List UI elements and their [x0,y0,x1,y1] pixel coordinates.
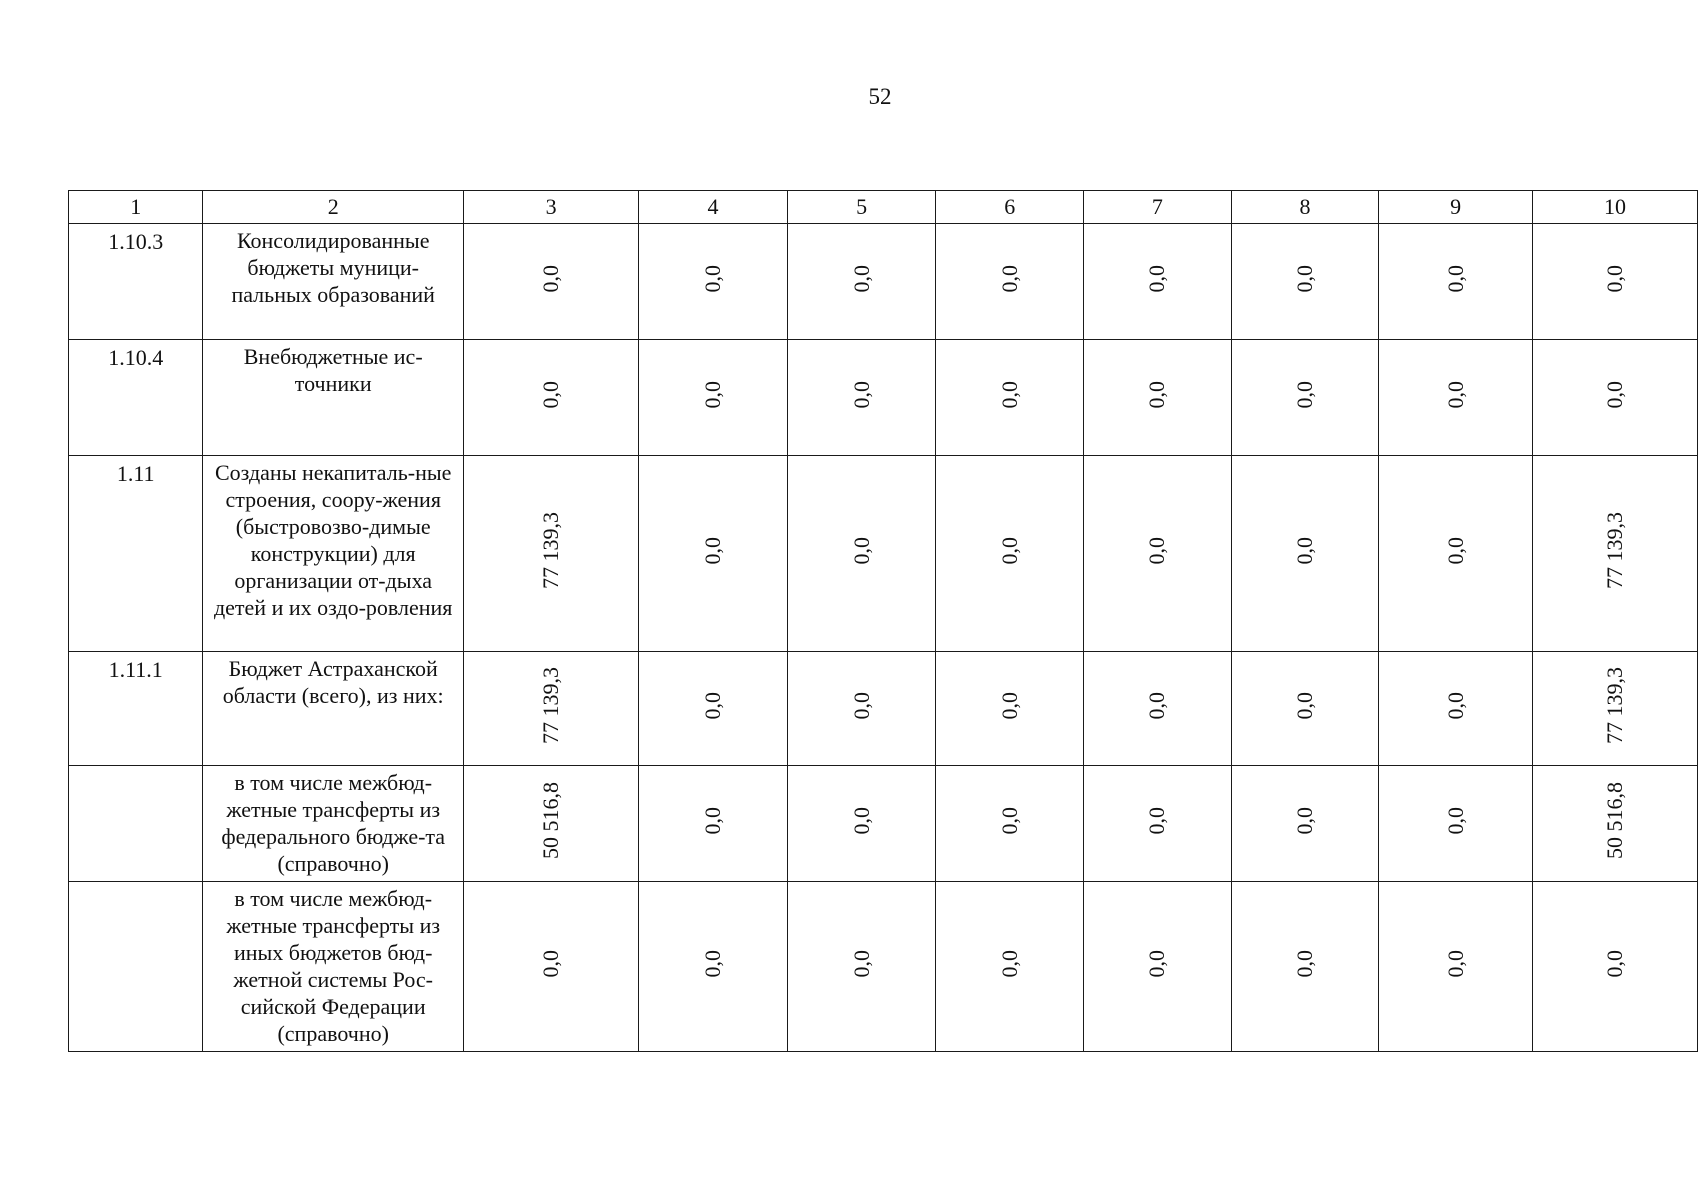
value-cell [787,882,936,1052]
value-cell [787,652,936,766]
value-cell [1084,766,1232,882]
value-cell [1084,882,1232,1052]
value-cell [1379,652,1533,766]
value-cell [787,340,936,456]
header-cell: 1 [69,191,203,224]
value-text: 0,0 [848,264,874,293]
value-cell [1379,456,1533,652]
value-cell [1231,652,1379,766]
value-text: 0,0 [1144,691,1170,720]
value-text: 0,0 [1291,536,1317,565]
value-text: 0,0 [1442,949,1468,978]
value-text: 0,0 [1291,949,1317,978]
value-text: 50 516,8 [538,782,564,859]
value-cell [936,340,1084,456]
value-text: 0,0 [699,380,725,409]
value-text: 0,0 [1442,264,1468,293]
value-text: 77 139,3 [538,667,564,744]
value-cell [1231,456,1379,652]
value-text: 0,0 [996,806,1022,835]
budget-table [68,190,1698,1052]
value-text: 0,0 [1291,691,1317,720]
value-text: 0,0 [848,949,874,978]
value-text: 0,0 [699,536,725,565]
value-cell [1231,224,1379,340]
value-cell [464,456,639,652]
value-text: 77 139,3 [538,512,564,589]
value-cell [787,766,936,882]
value-cell [1084,224,1232,340]
value-cell [1084,652,1232,766]
row-description: Внебюджетные ис-точники [203,340,464,456]
value-text: 0,0 [1291,264,1317,293]
value-text: 0,0 [538,380,564,409]
value-text: 0,0 [1602,264,1627,293]
header-cell: 9 [1379,191,1533,224]
value-text: 0,0 [699,949,725,978]
value-cell [936,652,1084,766]
value-cell [639,882,788,1052]
value-cell [787,456,936,652]
value-cell [639,340,788,456]
value-cell [639,652,788,766]
row-code: 1.11 [69,456,203,652]
value-text: 0,0 [699,691,725,720]
value-cell [1533,224,1698,340]
value-cell [936,456,1084,652]
value-cell [464,224,639,340]
value-cell [1379,340,1533,456]
value-cell [1533,456,1698,652]
table-row [69,456,1698,652]
value-text: 0,0 [848,536,874,565]
value-cell [1533,340,1698,456]
table-row [69,224,1698,340]
value-text: 0,0 [996,380,1022,409]
value-text: 77 139,3 [1602,512,1627,589]
row-code: 1.11.1 [69,652,203,766]
value-cell [639,456,788,652]
value-cell [936,224,1084,340]
table-row [69,340,1698,456]
value-cell [1533,652,1698,766]
value-cell [464,652,639,766]
value-text: 0,0 [1291,380,1317,409]
row-code: 1.10.4 [69,340,203,456]
value-text: 0,0 [1291,806,1317,835]
value-text: 0,0 [1144,380,1170,409]
value-text: 0,0 [848,691,874,720]
value-text: 0,0 [996,264,1022,293]
value-cell [936,766,1084,882]
row-description: в том числе межбюд-жетные трансферты из федерального бюдже-та (справочно) [203,766,464,882]
row-description: в том числе межбюд-жетные трансферты из иных бюджетов бюд-жетной системы Рос-сийской Федерации (справочно) [203,882,464,1052]
value-text: 77 139,3 [1602,667,1627,744]
header-cell: 4 [639,191,788,224]
value-cell [1231,340,1379,456]
value-cell [639,224,788,340]
value-text: 50 516,8 [1602,782,1627,859]
value-text: 0,0 [1442,806,1468,835]
value-cell [1533,882,1698,1052]
table-row [69,882,1698,1052]
value-text: 0,0 [699,264,725,293]
value-cell [1379,766,1533,882]
value-text: 0,0 [1144,806,1170,835]
value-cell [464,882,639,1052]
value-cell [1084,340,1232,456]
header-cell: 6 [936,191,1084,224]
value-cell [1533,766,1698,882]
value-cell [1379,882,1533,1052]
value-text: 0,0 [1144,536,1170,565]
header-cell: 3 [464,191,639,224]
header-row [69,191,1698,224]
value-cell [787,224,936,340]
value-text: 0,0 [848,380,874,409]
value-cell [1084,456,1232,652]
page-number: 52 [868,84,892,109]
value-text: 0,0 [1144,949,1170,978]
value-cell [1231,766,1379,882]
value-text: 0,0 [538,264,564,293]
value-text: 0,0 [1442,536,1468,565]
value-text: 0,0 [848,806,874,835]
value-text: 0,0 [1442,380,1468,409]
value-text: 0,0 [1442,691,1468,720]
row-code [69,766,203,882]
value-text: 0,0 [538,949,564,978]
value-text: 0,0 [699,806,725,835]
header-cell: 7 [1084,191,1232,224]
value-cell [464,340,639,456]
value-text: 0,0 [996,691,1022,720]
value-text: 0,0 [1602,949,1627,978]
value-text: 0,0 [1602,380,1627,409]
value-text: 0,0 [996,536,1022,565]
value-cell [639,766,788,882]
value-cell [936,882,1084,1052]
row-description: Созданы некапиталь-ные строения, соору-жения (быстровозво-димые конструкции) для организации от-дыха детей и их оздо-ровления [203,456,464,652]
value-text: 0,0 [1144,264,1170,293]
row-code [69,882,203,1052]
value-text: 0,0 [996,949,1022,978]
header-cell: 8 [1231,191,1379,224]
table-row [69,766,1698,882]
header-cell: 10 [1533,191,1698,224]
value-cell [1379,224,1533,340]
row-description: Консолидированные бюджеты муници-пальных образований [203,224,464,340]
value-cell [1231,882,1379,1052]
header-cell: 2 [203,191,464,224]
header-cell: 5 [787,191,936,224]
row-code: 1.10.3 [69,224,203,340]
table-row [69,652,1698,766]
row-description: Бюджет Астраханской области (всего), из них: [203,652,464,766]
value-cell [464,766,639,882]
